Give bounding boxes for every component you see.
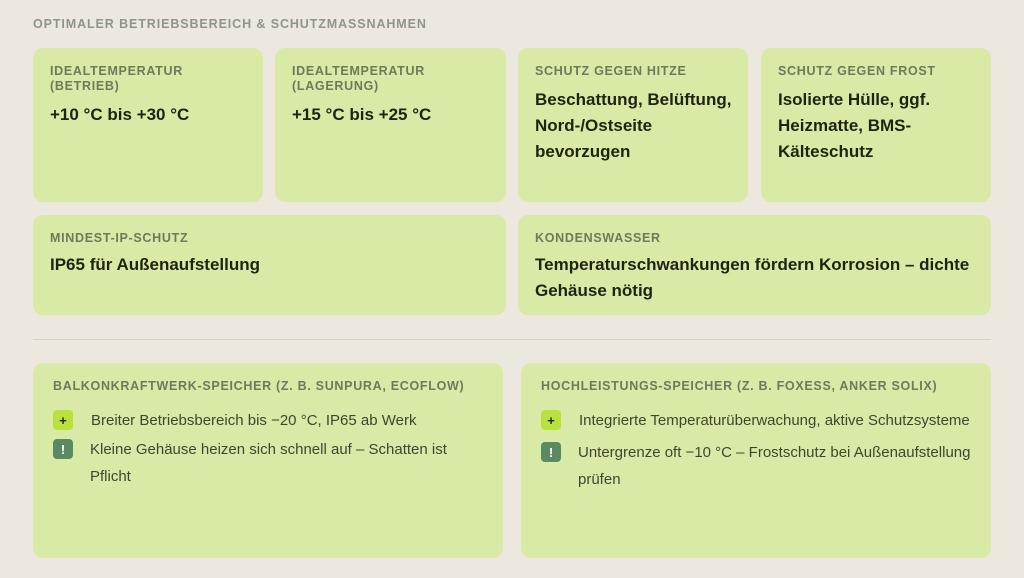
card-value: +10 °C bis +30 °C [50,105,190,124]
section-title: OPTIMALER BETRIEBSBEREICH & SCHUTZMASSNAHMEN [33,17,427,31]
card-ideal-temp-storage [275,48,506,202]
plus-icon: + [53,410,73,430]
list-item [53,436,483,490]
list-item [53,407,483,434]
card-label: HOCHLEISTUNGS-SPEICHER (Z. B. FOXESS, ANKER SOLIX) [541,379,938,393]
warning-icon: ! [541,442,561,462]
card-value: IP65 für Außenaufstellung [50,255,261,274]
section-divider [33,339,991,340]
card-label: SCHUTZ GEGEN HITZE [535,64,687,78]
list-item [541,439,971,493]
card-high-performance-storage [521,363,991,558]
card-frost-protection [761,48,991,202]
card-heat-protection [518,48,748,202]
card-value: Beschattung, Belüftung, Nord-/Ostseite bevorzugen [535,90,732,161]
card-label: IDEALTEMPERATUR (BETRIEB) [50,64,183,93]
card-label: MINDEST-IP-SCHUTZ [50,231,189,245]
card-label: KONDENSWASSER [535,231,661,245]
list-item-text: Kleine Gehäuse heizen sich schnell auf – Schatten ist Pflicht [90,441,447,485]
card-value: +15 °C bis +25 °C [292,105,432,124]
card-value: Isolierte Hülle, ggf. Heizmatte, BMS-Kälteschutz [778,90,931,161]
card-label: SCHUTZ GEGEN FROST [778,64,936,78]
card-ideal-temp-operation [33,48,263,202]
card-min-ip-protection [33,215,506,315]
card-label: IDEALTEMPERATUR (LAGERUNG) [292,64,425,93]
list-item-text: Integrierte Temperaturüberwachung, aktive Schutzsysteme [579,412,970,429]
list-item-text: Breiter Betriebsbereich bis −20 °C, IP65 ab Werk [91,412,417,429]
card-condensation [518,215,991,315]
card-balcony-storage [33,363,503,558]
list-item [541,407,971,434]
card-label: BALKONKRAFTWERK-SPEICHER (Z. B. SUNPURA, ECOFLOW) [53,379,465,393]
warning-icon: ! [53,439,73,459]
list-item-text: Untergrenze oft −10 °C – Frostschutz bei Außenaufstellung prüfen [578,444,971,488]
card-value: Temperaturschwankungen fördern Korrosion – dichte Gehäuse nötig [535,255,970,300]
plus-icon: + [541,410,561,430]
